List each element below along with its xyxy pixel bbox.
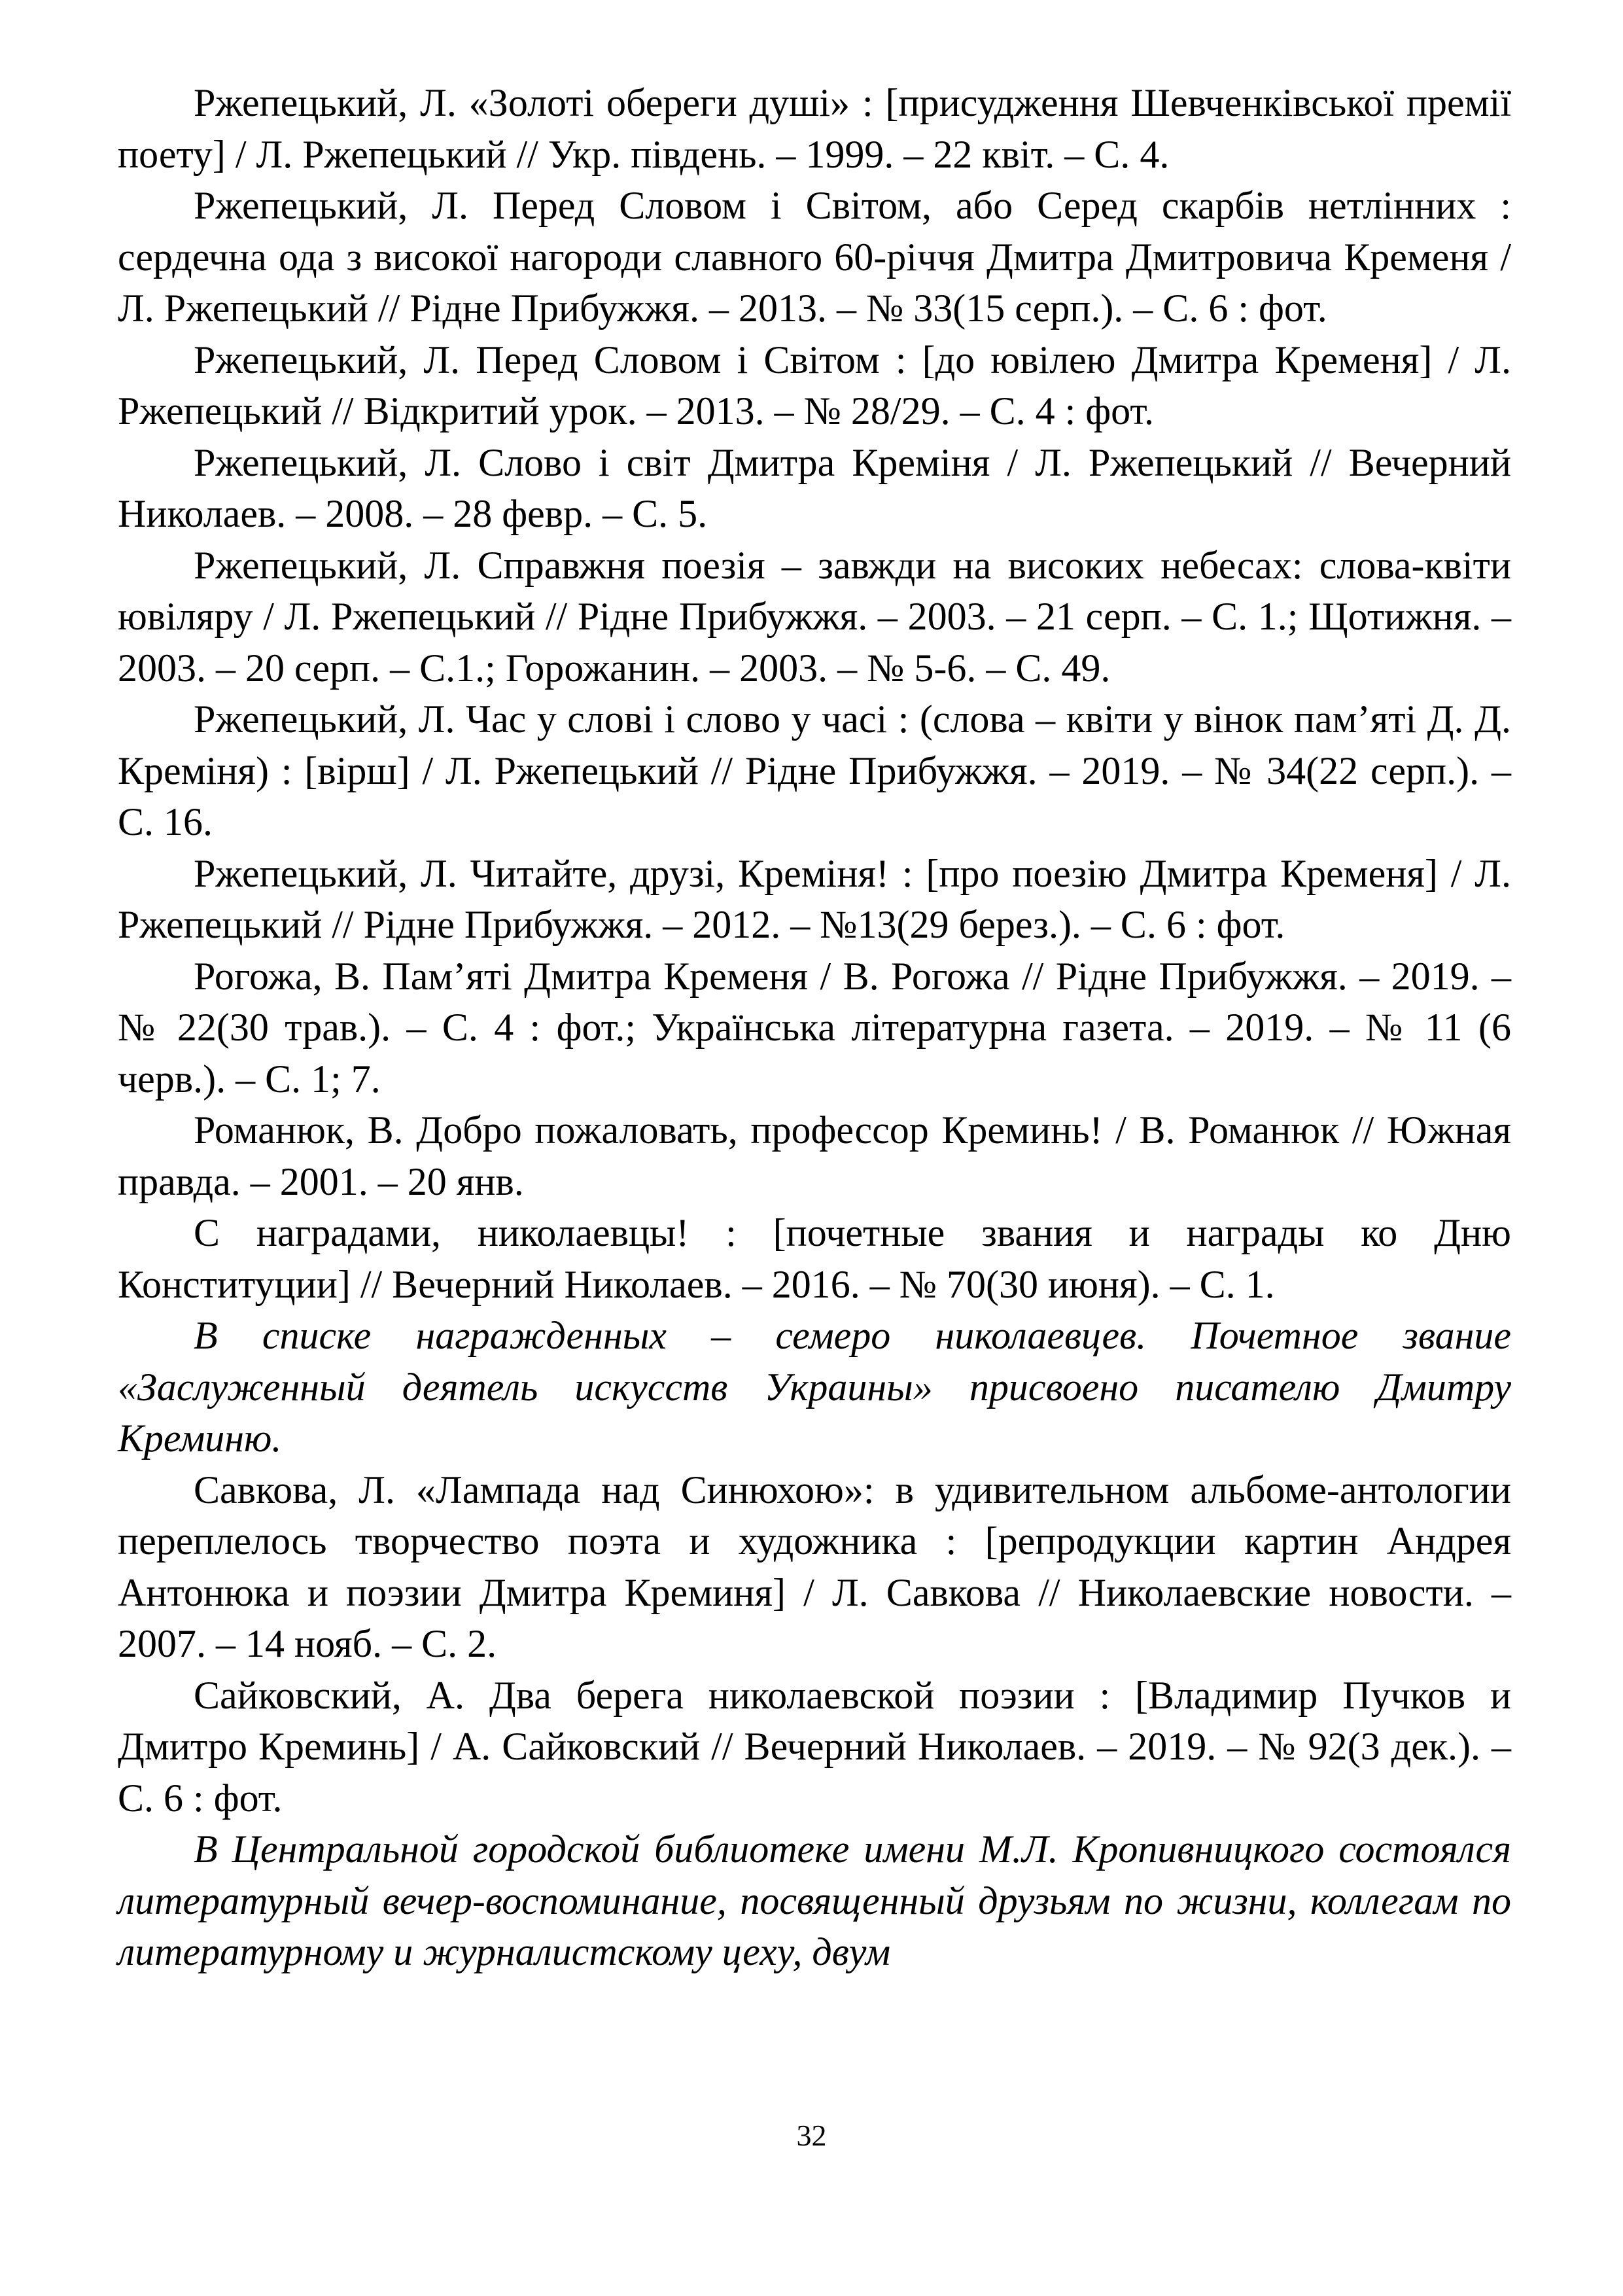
entry-annotation: В списке награжденных – семеро николаевцев. Почетное звание «Заслуженный деятель искусств Украины» присвоено писателю Дмитру Креминю. [118,1314,1511,1460]
bibliography-entry: Ржепецький, Л. «Золоті обереги душі» : [присудження Шевченківської премії поету] / Л. Ржепецький // Укр. південь. – 1999. – 22 квіт. – С. 4. [118,81,1511,176]
bibliography-entry: Рогожа, В. Пам’яті Дмитра Кременя / В. Рогожа // Рідне Прибужжя. – 2019. – № 22(30 трав.). – С. 4 : фот.; Українська літературна газета. – 2019. – № 11 (6 черв.). – С. 1; 7. [118,954,1511,1101]
bibliography-entry: Ржепецький, Л. Слово і світ Дмитра Креміня / Л. Ржепецький // Вечерний Николаев. – 2008. – 28 февр. – С. 5. [118,440,1511,535]
bibliography-entry: Ржепецький, Л. Перед Словом і Світом, або Серед скарбів нетлінних : сердечна ода з високої нагороди славного 60-річчя Дмитра Дмитровича Кременя / Л. Ржепецький // Рідне Прибужжя. – 2013. – № 33(15 серп.). – С. 6 : фот. [118,184,1511,330]
page-number: 32 [796,2119,827,2152]
bibliography-page [118,77,1511,1978]
bibliography-entry: Ржепецький, Л. Читайте, друзі, Креміня! : [про поезію Дмитра Кременя] / Л. Ржепецький // Рідне Прибужжя. – 2012. – №13(29 берез.). – С. 6 : фот. [118,851,1511,946]
entry-annotation: В Центральной городской библиотеке имени М.Л. Кропивницкого состоялся литературный вечер-воспоминание, посвященный друзьям по жизни, коллегам по литературному и журналистскому цеху, двум [118,1828,1511,1973]
bibliography-entry: Сайковский, А. Два берега николаевской поэзии : [Владимир Пучков и Дмитро Креминь] / А. Сайковский // Вечерний Николаев. – 2019. – № 92(3 дек.). – С. 6 : фот. [118,1673,1511,1820]
bibliography-entry: С наградами, николаевцы! : [почетные звания и награды ко Дню Конституции] // Вечерний Николаев. – 2016. – № 70(30 июня). – С. 1. [118,1211,1511,1306]
bibliography-entry: Романюк, В. Добро пожаловать, профессор Креминь! / В. Романюк // Южная правда. – 2001. – 20 янв. [118,1108,1511,1203]
bibliography-entry: Ржепецький, Л. Перед Словом і Світом : [до ювілею Дмитра Кременя] / Л. Ржепецький // Відкритий урок. – 2013. – № 28/29. – С. 4 : фот. [118,338,1511,433]
bibliography-entry: Савкова, Л. «Лампада над Синюхою»: в удивительном альбоме-антологии переплелось творчество поэта и художника : [репродукции картин Андрея Антонюка и поэзии Дмитра Креминя] / Л. Савкова // Николаевские новости. – 2007. – 14 нояб. – С. 2. [118,1468,1511,1665]
bibliography-entry: Ржепецький, Л. Час у слові і слово у часі : (слова – квіти у вінок пам’яті Д. Д. Креміня) : [вірш] / Л. Ржепецький // Рідне Прибужжя. – 2019. – № 34(22 серп.). – С. 16. [118,698,1511,843]
bibliography-entry: Ржепецький, Л. Справжня поезія – завжди на високих небесах: слова-квіти ювіляру / Л. Ржепецький // Рідне Прибужжя. – 2003. – 21 серп. – С. 1.; Щотижня. – 2003. – 20 серп. – С.1.; Горожанин. – 2003. – № 5-6. – С. 49. [118,543,1511,690]
